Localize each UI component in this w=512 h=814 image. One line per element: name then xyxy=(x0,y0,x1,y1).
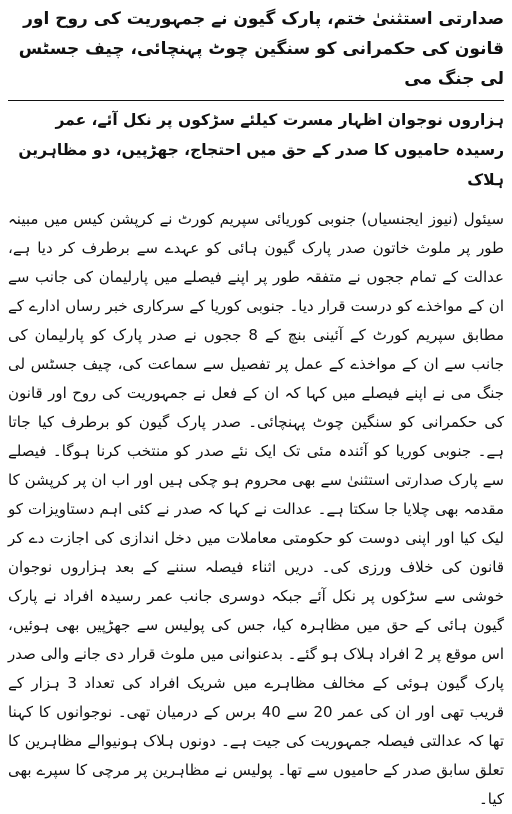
article-body: سیئول (نیوز ایجنسیاں) جنوبی کوریائی سپریم کورٹ نے کرپشن کیس میں مبینہ طور پر ملوث خاتون صدر پارک گیون ہائی کو عہدے سے برطرف کر دیا ہے، عدالت کے تمام ججوں نے متفقہ طور پر اپنے فیصلے میں پارلیمان کی جانب سے ان کے مواخذے کو درست قرار دیا۔ جنوبی کوریا کے سرکاری خبر رساں ادارے کے مطابق سپریم کورٹ کے آئینی بنچ کے 8 ججوں نے صدر پارک کو پارلیمان کی جانب سے ان کے مواخذے کے عمل پر تفصیل سے سماعت کی، چیف جسٹس لی جنگ می نے اپنے فیصلے میں کہا کہ ان کے فعل نے جمہوریت کی روح اور قانون کی حکمرانی کو سنگین چوٹ پہنچائی۔ صدر پارک گیون کو برطرف کیا جاتا ہے۔ جنوبی کوریا کو آئندہ مئی تک ایک نئے صدر کو منتخب کرنا ہوگا۔ فیصلے سے پارک صدارتی استثنیٰ سے بھی محروم ہو چکی ہیں اور اب ان پر کرپشن کا مقدمہ بھی چلایا جا سکتا ہے۔ عدالت نے کہا کہ صدر نے کئی اہم دستاویزات کو لیک کیا اور اپنی دوست کو حکومتی معاملات میں دخل اندازی کی اجازت دے کر قانون کی خلاف ورزی کی۔ دریں اثناء فیصلہ سننے کے بعد ہزاروں نوجوان خوشی سے سڑکوں پر نکل آئے جبکہ دوسری جانب عمر رسیدہ افراد نے پارک گیون ہائی کے حق میں مظاہرہ کیا، جس کی پولیس سے جھڑپیں بھی ہوئیں، اس موقع پر 2 افراد ہلاک ہو گئے۔ بدعنوانی میں ملوث قرار دی جانے والی صدر پارک گیون ہوئی کے مخالف مظاہرے میں شریک افراد کی تعداد 3 ہزار کے قریب تھی اور ان کی عمر 20 سے 40 برس کے درمیان تھی۔ نوجوانوں کا کہنا تھا کہ عدالتی فیصلہ جمہوریت کی جیت ہے۔ دونوں ہلاک ہونیوالے مظاہرین کا تعلق سابق صدر کے حامیوں سے تھا۔ پولیس نے مظاہرین پر مرچی کا سپرے بھی کیا۔ xyxy=(8,210,504,808)
headline-divider xyxy=(8,100,504,101)
article-subheadline: ہزاروں نوجوان اظہار مسرت کیلئے سڑکوں پر نکل آئے، عمر رسیدہ حامیوں کا صدر کے حق میں احتجاج، جھڑپیں، دو مظاہرین ہلاک xyxy=(18,111,504,189)
article-headline: صدارتی استثنیٰ ختم، پارک گیون نے جمہوریت کی روح اور قانون کی حکمرانی کو سنگین چوٹ پہنچائی، چیف جسٹس لی جنگ می xyxy=(18,9,504,89)
